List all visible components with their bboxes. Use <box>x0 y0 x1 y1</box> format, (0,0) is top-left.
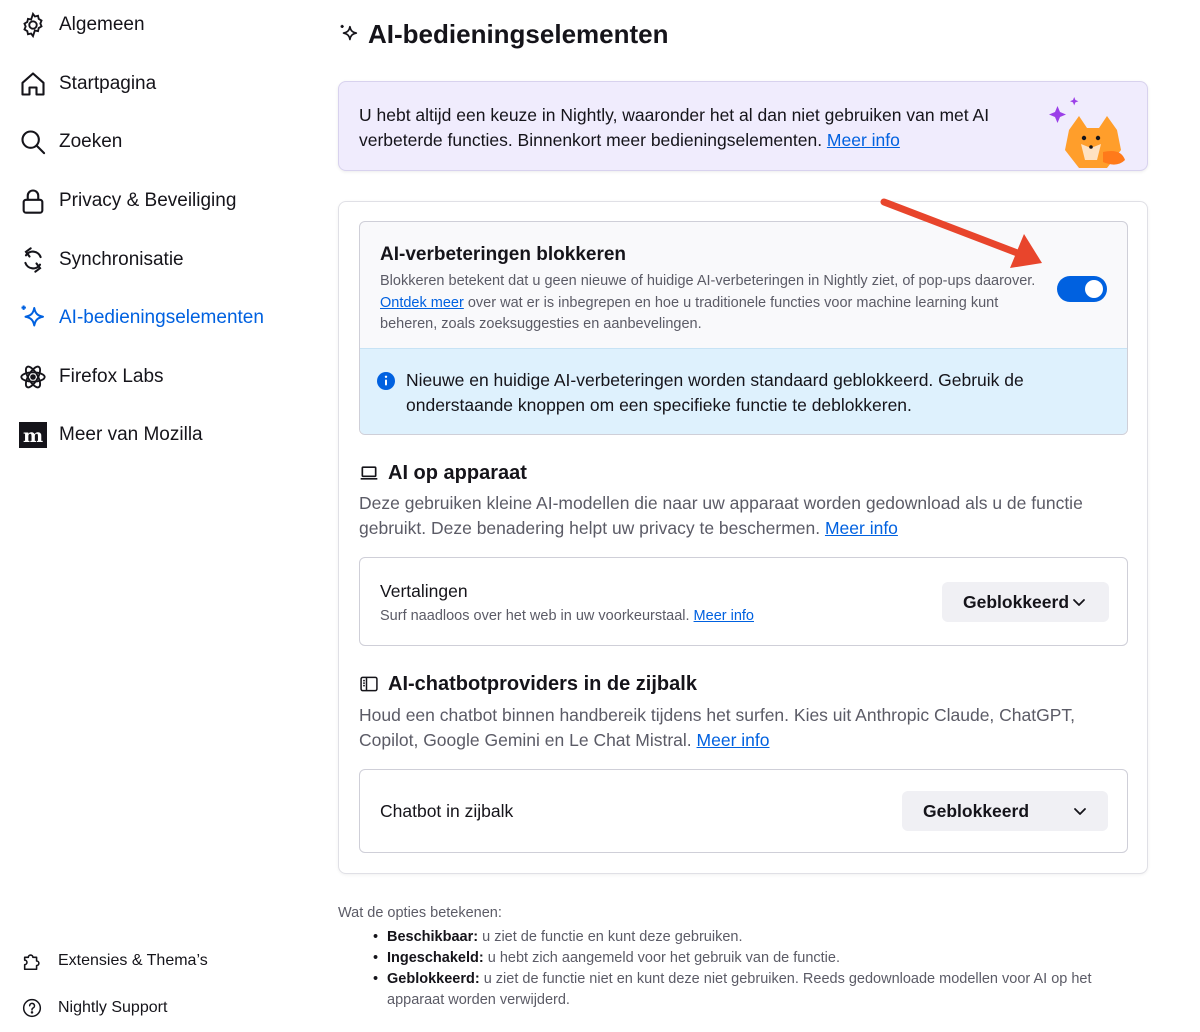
chatbot-description <box>359 703 1129 752</box>
sparkle-icon <box>338 23 360 45</box>
dropdown-value: Geblokkeerd <box>923 800 1030 821</box>
translations-label: Vertalingen <box>380 581 468 601</box>
sidebar-item-ai-bedieningselementen[interactable] <box>18 298 264 338</box>
fox-sparkle-illustration <box>1043 92 1133 170</box>
help-icon <box>20 996 44 1020</box>
dropdown-value: Geblokkeerd <box>963 591 1070 612</box>
sync-icon <box>18 245 48 275</box>
sidebar-item-label: Synchronisatie <box>59 249 184 270</box>
info-message <box>360 348 1127 435</box>
translations-sub-text: Surf naadloos over het web in uw voorkeurstaal. <box>380 608 694 624</box>
translations-dropdown[interactable] <box>942 582 1109 622</box>
sidebar-item-synchronisatie[interactable] <box>18 240 184 280</box>
on-device-description <box>359 491 1129 540</box>
sidebar-item-label: AI-bedieningselementen <box>59 307 264 328</box>
block-ai-box <box>359 221 1128 435</box>
on-device-learn-more-link[interactable]: Meer info <box>824 517 898 538</box>
laptop-icon <box>359 463 379 483</box>
block-ai-description <box>380 271 1040 336</box>
chatbot-learn-more-link[interactable]: Meer info <box>696 729 770 750</box>
sidebar-item-label: Firefox Labs <box>59 366 164 387</box>
translations-sublabel <box>380 608 754 624</box>
sidebar-item-meer-van-mozilla[interactable] <box>18 415 203 455</box>
sidebar-panel-icon <box>359 674 379 694</box>
sidebar-item-privacy[interactable] <box>18 181 236 221</box>
sidebar-item-label: Zoeken <box>59 131 123 152</box>
page-title-text: AI-bedieningselementen <box>368 18 669 49</box>
chevron-down-icon <box>1072 803 1088 819</box>
translations-row <box>359 557 1128 646</box>
banner-learn-more-link[interactable]: Meer info <box>826 130 900 150</box>
sidebar <box>0 0 300 1032</box>
chatbot-desc-text: Houd een chatbot binnen handbereik tijdens het surfen. Kies uit Anthropic Claude, ChatGPT, Copilot, Google Gemini en Le Chat Mistral. <box>359 705 1076 750</box>
on-device-section-title <box>359 460 527 486</box>
info-banner <box>338 81 1148 171</box>
puzzle-icon <box>20 949 44 973</box>
legend-term: Geblokkeerd: <box>387 971 480 987</box>
translations-learn-more-link[interactable]: Meer info <box>693 608 754 624</box>
banner-text <box>359 103 1049 153</box>
sidebar-item-extensies[interactable] <box>20 946 208 976</box>
legend-text: u ziet de functie niet en kunt deze niet gebruiken. Reeds gedownloade modellen voor AI op het apparaat worden verwijderd. <box>387 971 1092 1008</box>
block-ai-title: AI-verbeteringen blokkeren <box>380 244 627 265</box>
home-icon <box>18 69 48 99</box>
sidebar-item-startpagina[interactable] <box>18 64 156 104</box>
block-desc-text: Blokkeren betekent dat u geen nieuwe of huidige AI-verbeteringen in Nightly ziet, of pop-ups daarover. <box>380 273 1036 289</box>
chatbot-section-title <box>359 671 697 697</box>
block-desc-text-2: over wat er is inbegrepen en hoe u traditionele functies voor machine learning kunt beheren, zoals zoeksuggesties en aanbevelingen. <box>380 294 999 332</box>
legend-term: Beschikbaar: <box>387 929 479 945</box>
page-title <box>338 16 669 52</box>
legend-item <box>373 927 1143 948</box>
legend-text: u ziet de functie en kunt deze gebruiken. <box>478 929 743 945</box>
block-ai-toggle[interactable] <box>1057 276 1107 302</box>
info-icon <box>376 371 396 391</box>
on-device-desc-text: Deze gebruiken kleine AI-modellen die naar uw apparaat worden gedownload als u de functie gebruikt. Deze benadering helpt uw privacy te beschermen. <box>359 493 1083 538</box>
options-intro: Wat de opties betekenen: <box>338 905 502 921</box>
mozilla-icon <box>18 420 48 450</box>
options-legend <box>373 927 1143 1011</box>
sidebar-item-label: Startpagina <box>59 73 157 94</box>
atom-icon <box>18 362 48 392</box>
learn-more-link[interactable]: Ontdek meer <box>380 294 464 311</box>
lock-icon <box>18 186 48 216</box>
section-title-text: AI-chatbotproviders in de zijbalk <box>388 672 697 695</box>
sidebar-item-nightly-support[interactable] <box>20 993 167 1023</box>
svg-text:m: m <box>22 425 44 447</box>
chevron-down-icon <box>1071 594 1087 610</box>
sidebar-item-label: Algemeen <box>59 14 145 35</box>
sidebar-item-label: Privacy & Beveiliging <box>59 190 237 211</box>
sidebar-item-label: Meer van Mozilla <box>59 424 203 445</box>
sidebar-item-algemeen[interactable] <box>18 5 145 45</box>
legend-term: Ingeschakeld: <box>387 950 484 966</box>
sidebar-item-firefox-labs[interactable] <box>18 357 164 397</box>
chatbot-row <box>359 769 1128 853</box>
chatbot-label: Chatbot in zijbalk <box>380 801 514 821</box>
search-icon <box>18 127 48 157</box>
legend-text: u hebt zich aangemeld voor het gebruik van de functie. <box>483 950 840 966</box>
legend-item <box>373 948 1143 969</box>
sidebar-item-label: Extensies & Thema’s <box>58 952 208 969</box>
banner-message: U hebt altijd een keuze in Nightly, waaronder het al dan niet gebruiken van met AI verbeterde functies. Binnenkort meer bedieningselementen. <box>359 105 990 150</box>
sidebar-item-label: Nightly Support <box>58 999 168 1016</box>
sparkle-icon <box>18 303 48 333</box>
gear-icon <box>18 10 48 40</box>
chatbot-dropdown[interactable] <box>902 791 1108 831</box>
legend-item <box>373 969 1143 1011</box>
sidebar-item-zoeken[interactable] <box>18 122 122 162</box>
info-message-text: Nieuwe en huidige AI-verbeteringen worden standaard geblokkeerd. Gebruik de onderstaande knoppen om een specifieke functie te deblokkeren. <box>406 370 1024 415</box>
section-title-text: AI op apparaat <box>388 461 527 484</box>
toggle-knob <box>1085 280 1103 298</box>
